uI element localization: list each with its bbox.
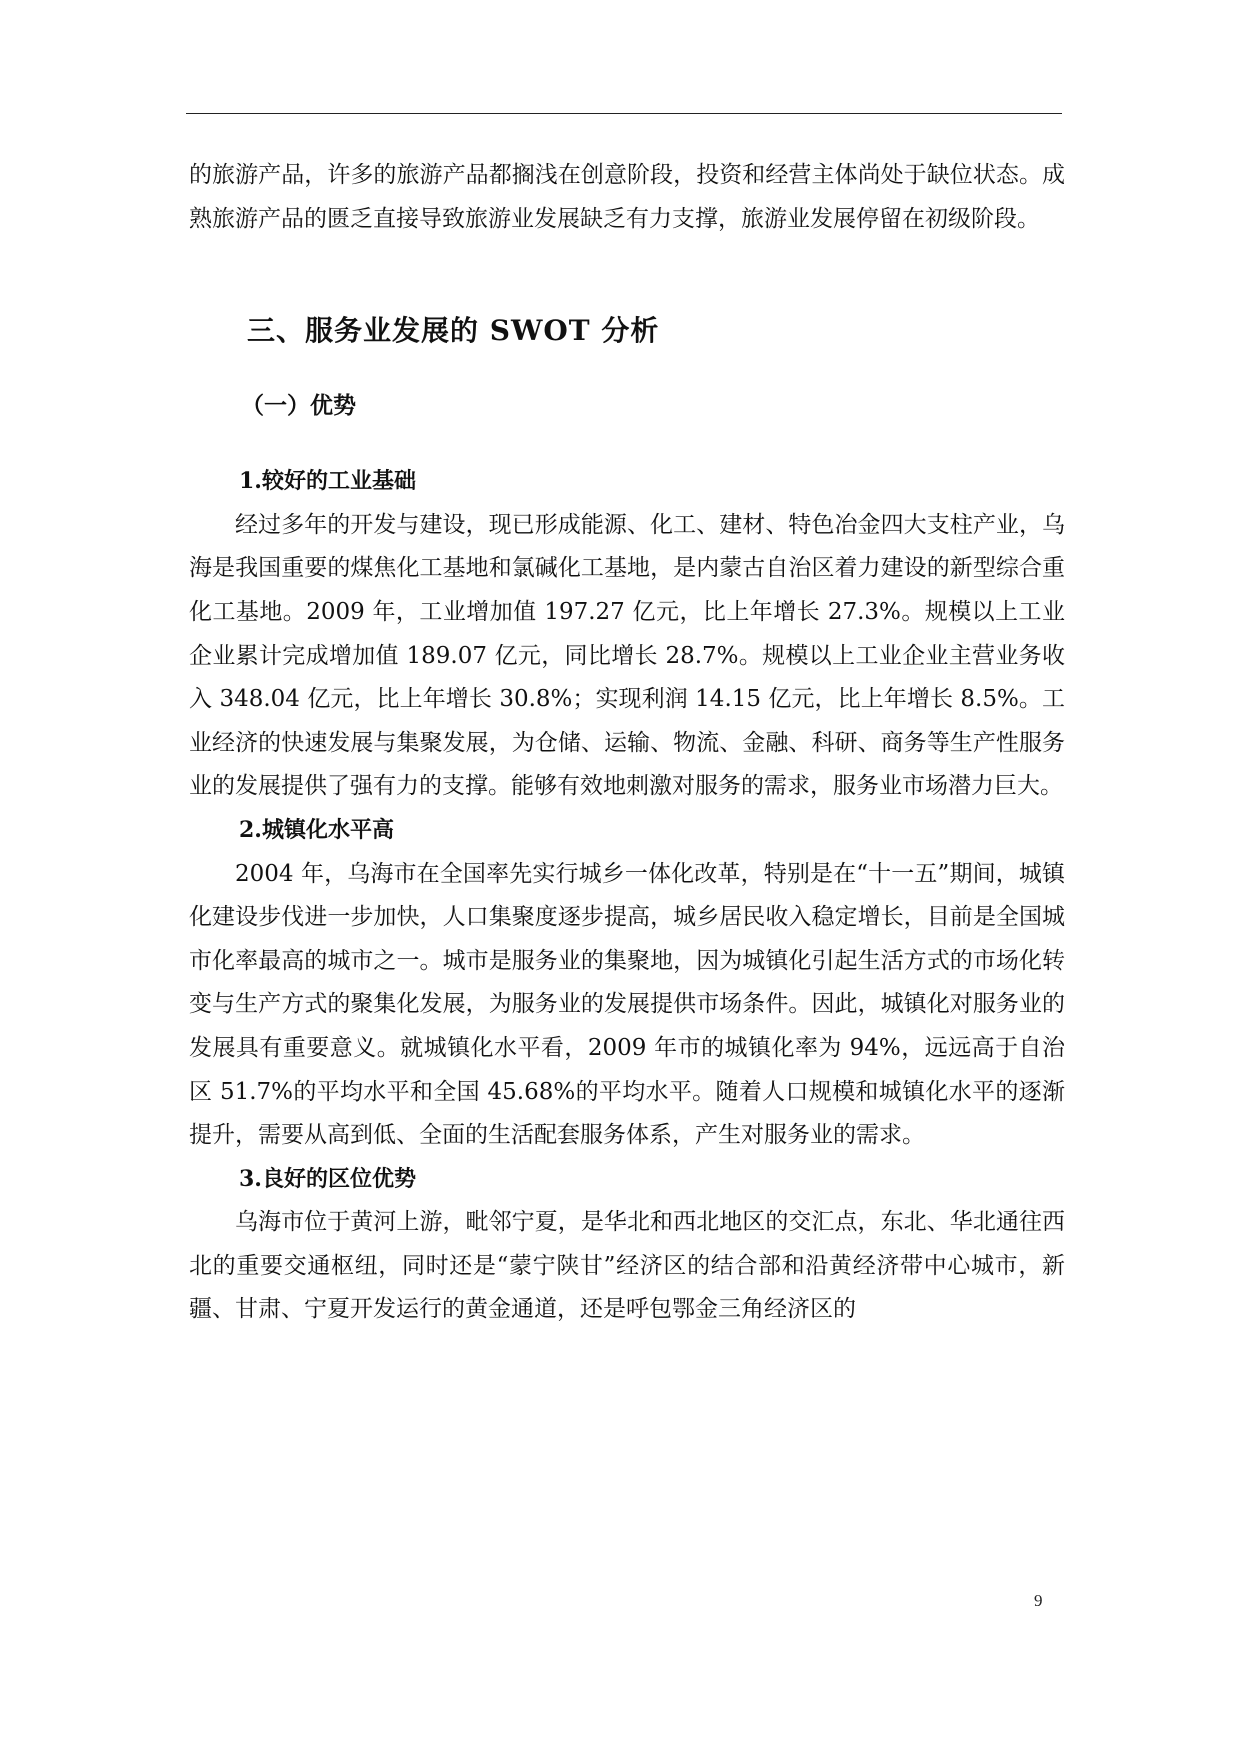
- item-body-industrial-base: 经过多年的开发与建设，现已形成能源、化工、建材、特色冶金四大支柱产业，乌海是我国重要的煤焦化工基地和氯碱化工基地，是内蒙古自治区着力建设的新型综合重化工基地。2009 年，工业增加值 197.27 亿元，比上年增长 27.3%。规模以上工业企业累计完成增加值 189.07 亿元，同比增长 28.7%。规模以上工业企业主营业务收入 348.04 亿元，比上年增长 30.8%；实现利润 14.15 亿元，比上年增长 8.5%。工业经济的快速发展与集聚发展，为仓储、运输、物流、金融、科研、商务等生产性服务业的发展提供了强有力的支撑。能够有效地刺激对服务的需求，服务业市场潜力巨大。: [189, 511, 1065, 800]
- item-title-location: 3.良好的区位优势: [239, 1165, 416, 1192]
- item-body-location: 乌海市位于黄河上游，毗邻宁夏，是华北和西北地区的交汇点，东北、华北通往西北的重要交通枢纽，同时还是“蒙宁陕甘”经济区的结合部和沿黄经济带中心城市，新疆、甘肃、宁夏开发运行的黄金通道，还是呼包鄂金三角经济区的: [189, 1209, 1065, 1323]
- header-rule: [186, 113, 1062, 114]
- continued-paragraph: 的旅游产品，许多的旅游产品都搁浅在创意阶段，投资和经营主体尚处于缺位状态。成熟旅游产品的匮乏直接导致旅游业发展缺乏有力支撑，旅游业发展停留在初级阶段。: [189, 162, 1065, 232]
- subsection-title: （一）优势: [241, 392, 356, 420]
- item-title-urbanization: 2.城镇化水平高: [239, 816, 394, 843]
- section-title: 三、服务业发展的 SWOT 分析: [247, 314, 660, 348]
- document-body: [189, 154, 1065, 1332]
- page-number: 9: [1034, 1591, 1043, 1610]
- item-title-industrial-base: 1.较好的工业基础: [239, 468, 416, 495]
- item-body-urbanization: 2004 年，乌海市在全国率先实行城乡一体化改革，特别是在“十一五”期间，城镇化建设步伐进一步加快，人口集聚度逐步提高，城乡居民收入稳定增长，目前是全国城市化率最高的城市之一。城市是服务业的集聚地，因为城镇化引起生活方式的市场化转变与生产方式的聚集化发展，为服务业的发展提供市场条件。因此，城镇化对服务业的发展具有重要意义。就城镇化水平看，2009 年市的城镇化率为 94%，远远高于自治区 51.7%的平均水平和全国 45.68%的平均水平。随着人口规模和城镇化水平的逐渐提升，需要从高到低、全面的生活配套服务体系，产生对服务业的需求。: [189, 860, 1065, 1149]
